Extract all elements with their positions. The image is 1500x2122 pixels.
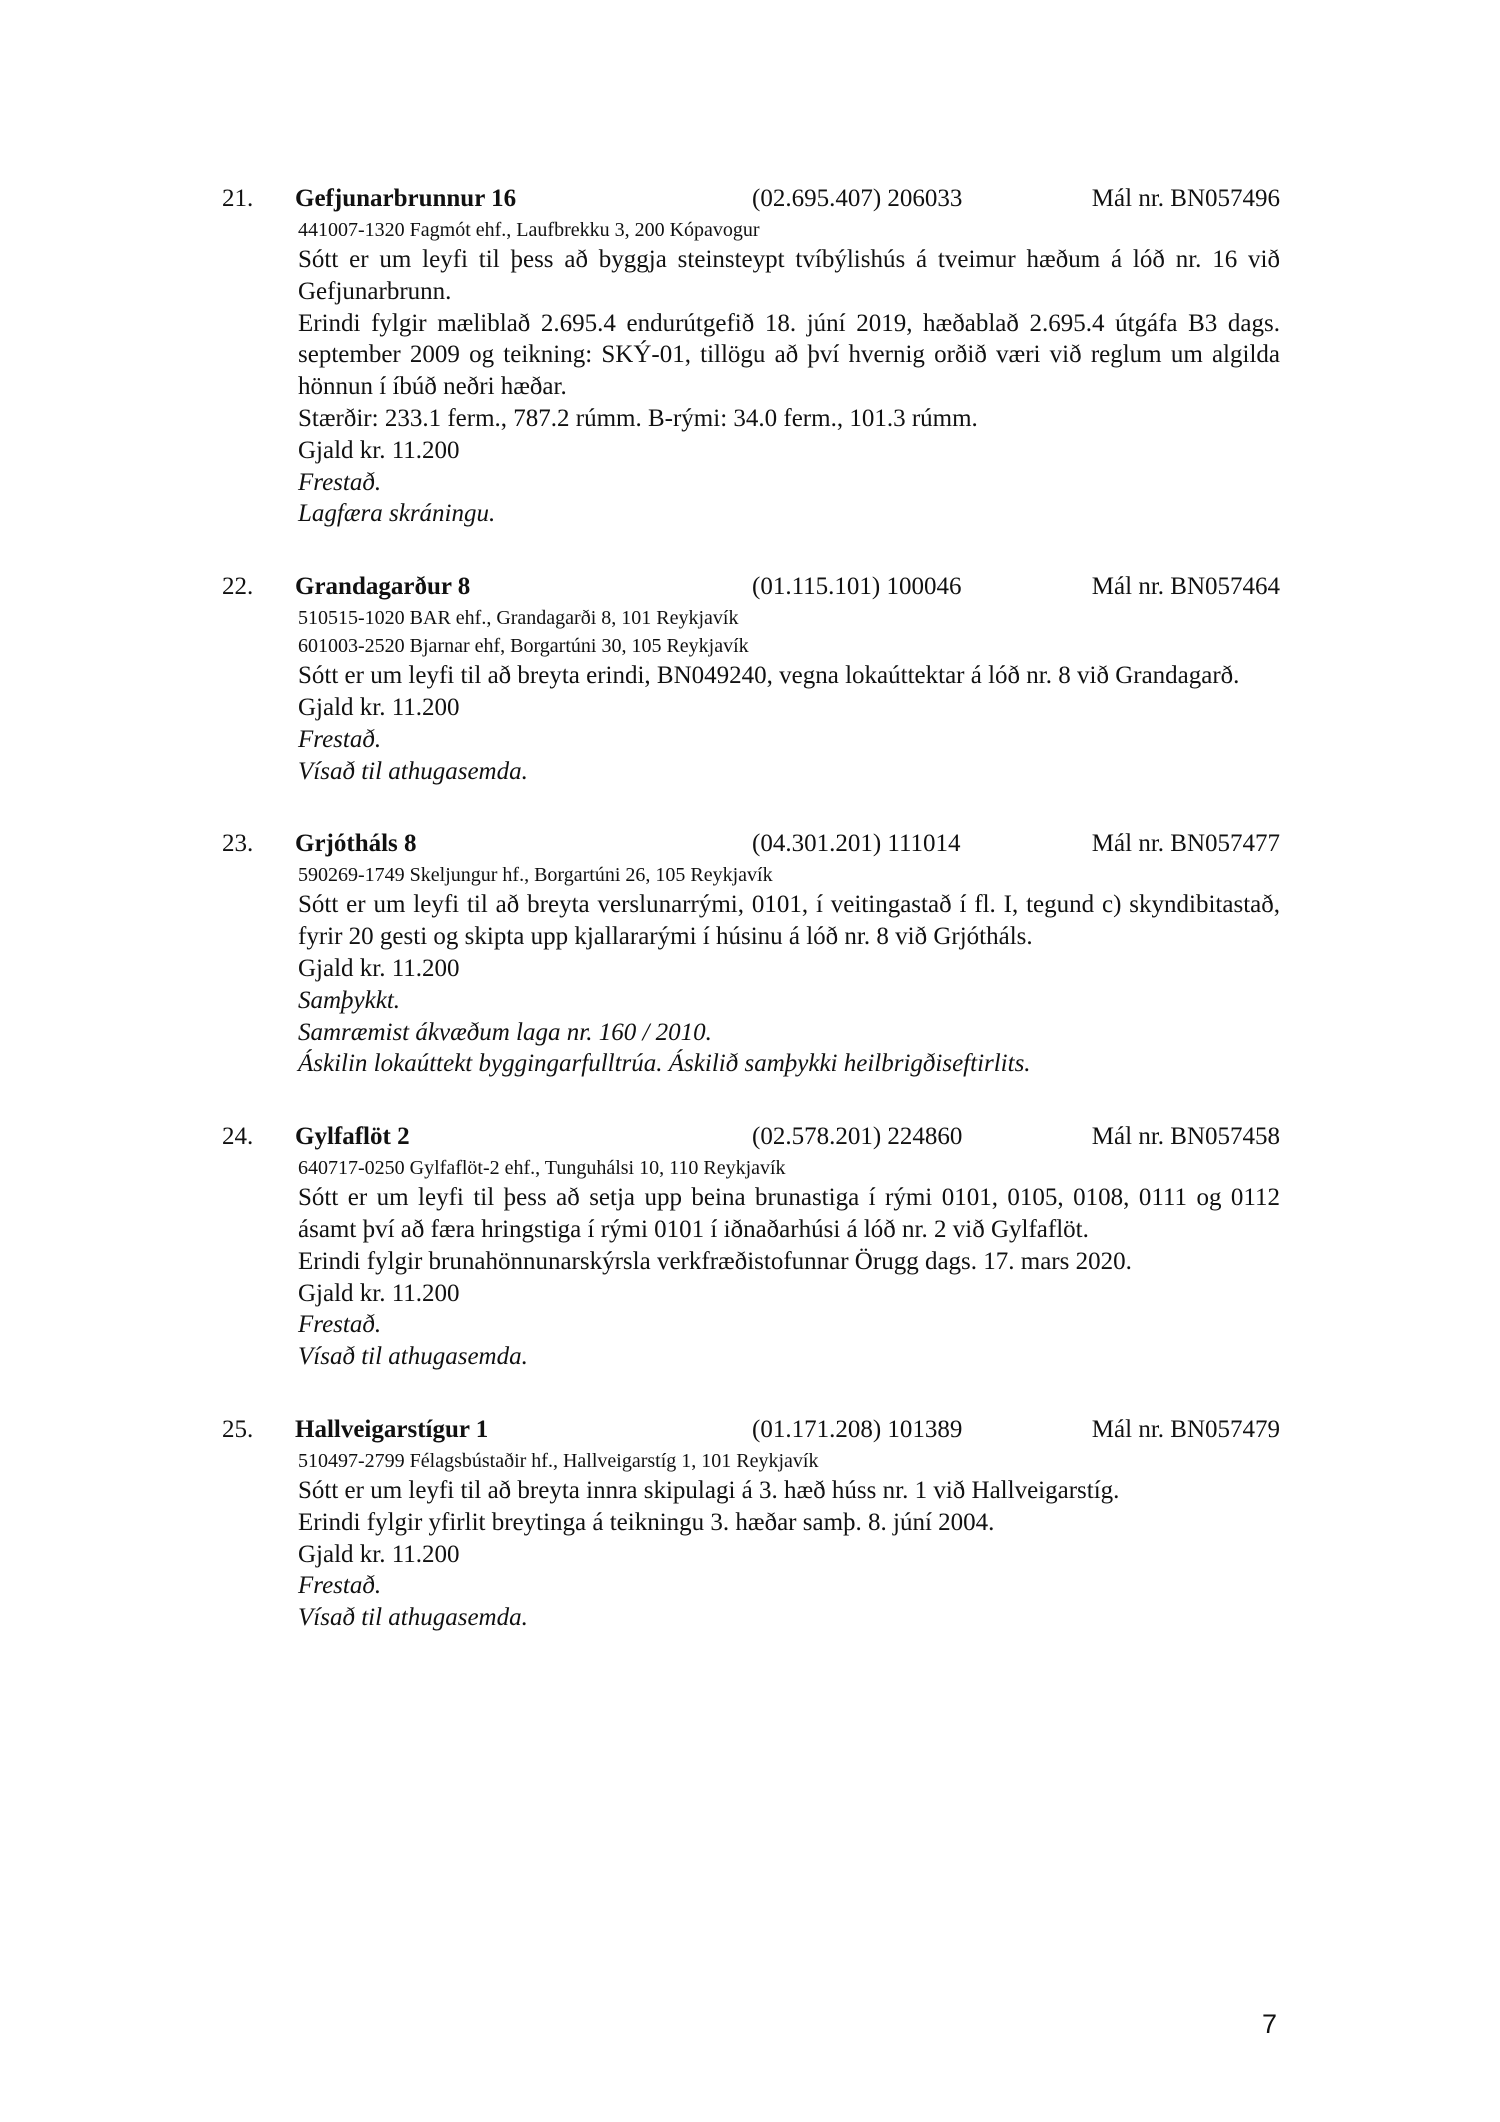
case-owner: 601003-2520 Bjarnar ehf, Borgartúni 30, 105 Reykjavík <box>298 635 749 658</box>
case-body <box>298 604 1280 787</box>
case-reference: Mál nr. BN057477 <box>1091 830 1280 858</box>
case-number: 21. <box>222 185 254 212</box>
case-land-number: (01.115.101) 100046 <box>752 573 962 601</box>
case-paragraph: Sótt er um leyfi til þess að byggja steinsteypt tvíbýlishús á tveimur hæðum á lóð nr. 16 við Gefjunarbrunn. <box>298 246 1280 305</box>
case-land-number: (02.578.201) 224860 <box>752 1123 963 1151</box>
case-decision: Samþykkt. <box>298 986 401 1014</box>
case-decision-note: Samræmist ákvæðum laga nr. 160 / 2010. <box>298 1018 712 1046</box>
page-number: 7 <box>1262 2009 1278 2039</box>
case-item <box>222 182 1280 530</box>
case-fee: Gjald kr. 11.200 <box>298 436 460 464</box>
case-header <box>222 182 1280 216</box>
case-reference: Mál nr. BN057464 <box>1091 573 1280 601</box>
case-fee: Gjald kr. 11.200 <box>298 1279 460 1307</box>
case-paragraph: Sótt er um leyfi til að breyta erindi, BN049240, vegna lokaúttektar á lóð nr. 8 við Grandagarð. <box>298 662 1240 690</box>
case-item <box>222 1120 1280 1373</box>
case-decision-note: Vísað til athugasemda. <box>298 757 528 785</box>
case-reference: Mál nr. BN057496 <box>1091 185 1280 212</box>
case-land-number: (02.695.407) 206033 <box>752 185 963 212</box>
case-decision-note: Áskilin lokaúttekt byggingarfulltrúa. Áskilið samþykki heilbrigðiseftirlits. <box>298 1050 1031 1078</box>
case-header <box>222 1413 1280 1447</box>
case-body <box>298 861 1280 1080</box>
case-body <box>298 1154 1280 1373</box>
case-header <box>222 1120 1280 1154</box>
case-owner: 590269-1749 Skeljungur hf., Borgartúni 26, 105 Reykjavík <box>298 864 773 887</box>
case-body <box>298 1447 1280 1634</box>
case-fee: Gjald kr. 11.200 <box>298 693 460 721</box>
case-fee: Gjald kr. 11.200 <box>298 954 460 982</box>
case-paragraph: Sótt er um leyfi til að breyta innra skipulagi á 3. hæð húss nr. 1 við Hallveigarstíg. <box>298 1476 1120 1504</box>
case-fee: Gjald kr. 11.200 <box>298 1540 460 1568</box>
case-number: 22. <box>222 573 254 601</box>
case-address: Grandagarður 8 <box>295 573 471 601</box>
case-paragraph: Erindi fylgir mæliblað 2.695.4 endurútgefið 18. júní 2019, hæðablað 2.695.4 útgáfa B3 dags. september 2009 og teikning: SKÝ-01, tillögu að því hvernig orðið væri við reglum um algilda hönnun í íbúð neðri hæðar. <box>298 309 1280 401</box>
case-sizes: Stærðir: 233.1 ferm., 787.2 rúmm. B-rými: 34.0 ferm., 101.3 rúmm. <box>298 404 978 432</box>
case-decision: Frestað. <box>298 1311 382 1339</box>
case-decision-note: Vísað til athugasemda. <box>298 1604 528 1632</box>
case-body <box>298 216 1280 530</box>
case-address: Grjótháls 8 <box>295 830 417 858</box>
case-decision: Frestað. <box>298 468 382 496</box>
case-address: Gylfaflöt 2 <box>295 1123 410 1151</box>
case-land-number: (04.301.201) 111014 <box>752 830 961 858</box>
case-number: 25. <box>222 1415 254 1443</box>
case-decision-note: Lagfæra skráningu. <box>298 500 496 528</box>
case-number: 23. <box>222 830 254 858</box>
case-paragraph: Erindi fylgir yfirlit breytinga á teikningu 3. hæðar samþ. 8. júní 2004. <box>298 1508 995 1536</box>
case-header <box>222 570 1280 604</box>
case-item <box>222 570 1280 787</box>
case-paragraph: Sótt er um leyfi til þess að setja upp beina brunastiga í rými 0101, 0105, 0108, 0111 og 0112 ásamt því að færa hringstiga í rými 0101 í iðnaðarhúsi á lóð nr. 2 við Gylfaflöt. <box>298 1184 1280 1243</box>
case-owner: 640717-0250 Gylfaflöt-2 ehf., Tunguhálsi 10, 110 Reykjavík <box>298 1157 786 1180</box>
case-paragraph: Sótt er um leyfi til að breyta verslunarrými, 0101, í veitingastað í fl. I, tegund c) skyndibitastað, fyrir 20 gesti og skipta upp kjallararými í húsinu á lóð nr. 8 við Grjótháls. <box>298 891 1280 951</box>
case-reference: Mál nr. BN057479 <box>1091 1415 1280 1443</box>
case-address: Hallveigarstígur 1 <box>295 1415 489 1443</box>
case-land-number: (01.171.208) 101389 <box>752 1415 963 1443</box>
case-decision: Frestað. <box>298 725 382 753</box>
case-owner: 441007-1320 Fagmót ehf., Laufbrekku 3, 200 Kópavogur <box>298 219 760 241</box>
case-reference: Mál nr. BN057458 <box>1091 1123 1280 1151</box>
case-owner: 510497-2799 Félagsbústaðir hf., Hallveigarstíg 1, 101 Reykjavík <box>298 1449 819 1472</box>
case-number: 24. <box>222 1123 254 1151</box>
case-decision-note: Vísað til athugasemda. <box>298 1343 528 1371</box>
case-owner: 510515-1020 BAR ehf., Grandagarði 8, 101 Reykjavík <box>298 607 739 630</box>
document-body <box>222 182 1280 1674</box>
case-address: Gefjunarbrunnur 16 <box>295 185 517 212</box>
case-item <box>222 1413 1280 1634</box>
case-decision: Frestað. <box>298 1572 382 1600</box>
case-header <box>222 827 1280 861</box>
case-item <box>222 827 1280 1080</box>
case-paragraph: Erindi fylgir brunahönnunarskýrsla verkfræðistofunnar Örugg dags. 17. mars 2020. <box>298 1247 1132 1275</box>
